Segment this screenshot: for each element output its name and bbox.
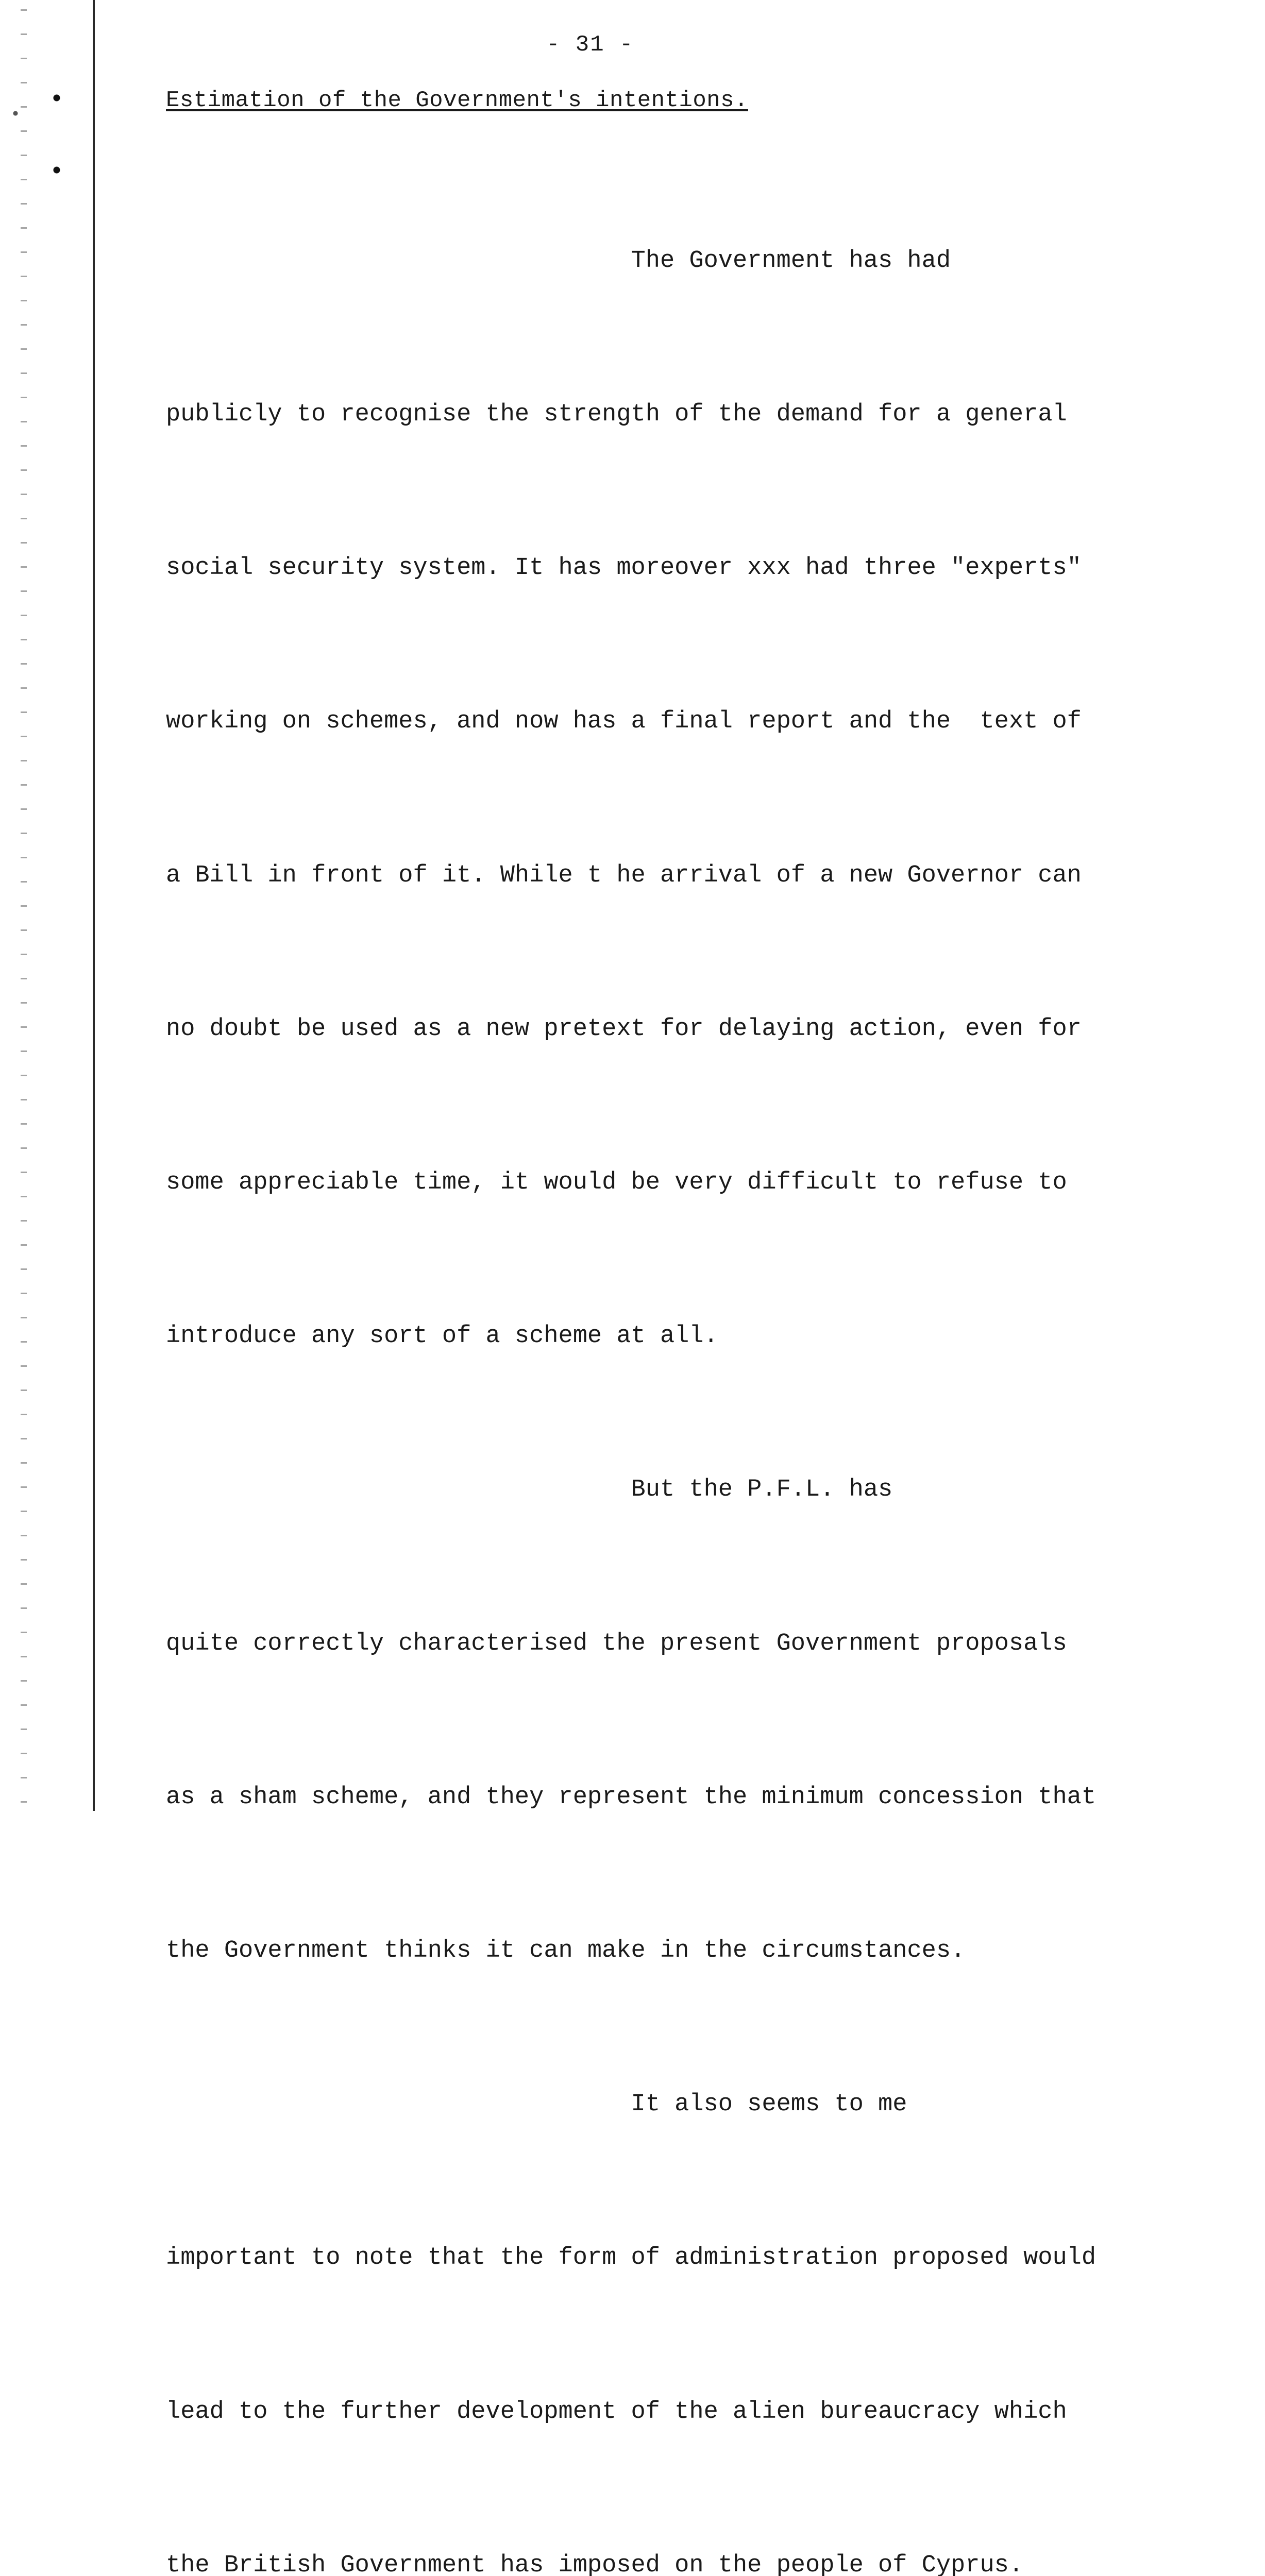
text-line: It also seems to me — [166, 2091, 907, 2119]
text-line: a Bill in front of it. While t he arrival of a new Governor can — [166, 861, 1082, 889]
text-line: The Government has had — [166, 247, 951, 275]
text-line: important to note that the form of administration proposed would — [166, 2244, 1097, 2272]
text-line: quite correctly characterised the present Government proposals — [166, 1630, 1067, 1657]
binding-edge — [0, 0, 62, 1811]
text-line: no doubt be used as a new pretext for delaying action, even for — [166, 1015, 1082, 1043]
text-line: some appreciable time, it would be very difficult to refuse to — [166, 1169, 1067, 1197]
page-number: - 31 - — [546, 32, 634, 58]
text-line: social security system. It has moreover xxx had three "experts" — [166, 554, 1082, 582]
text-line: as a sham scheme, and they represent the minimum concession that — [166, 1783, 1097, 1811]
text-line: the Government thinks it can make in the circumstances. — [166, 1937, 966, 1965]
body-text — [166, 133, 1196, 2576]
text-line: working on schemes, and now has a final report and the text of — [166, 708, 1082, 736]
text-line: the British Government has imposed on the people of Cyprus. — [166, 2551, 1024, 2576]
text-line: lead to the further development of the alien bureaucracy which — [166, 2398, 1067, 2426]
margin-rule — [93, 0, 95, 1811]
text-line: publicly to recognise the strength of the demand for a general — [166, 401, 1067, 429]
text-line: introduce any sort of a scheme at all. — [166, 1323, 718, 1350]
section-heading: Estimation of the Government's intentions. — [166, 88, 748, 113]
text-line: But the P.F.L. has — [166, 1476, 893, 1504]
